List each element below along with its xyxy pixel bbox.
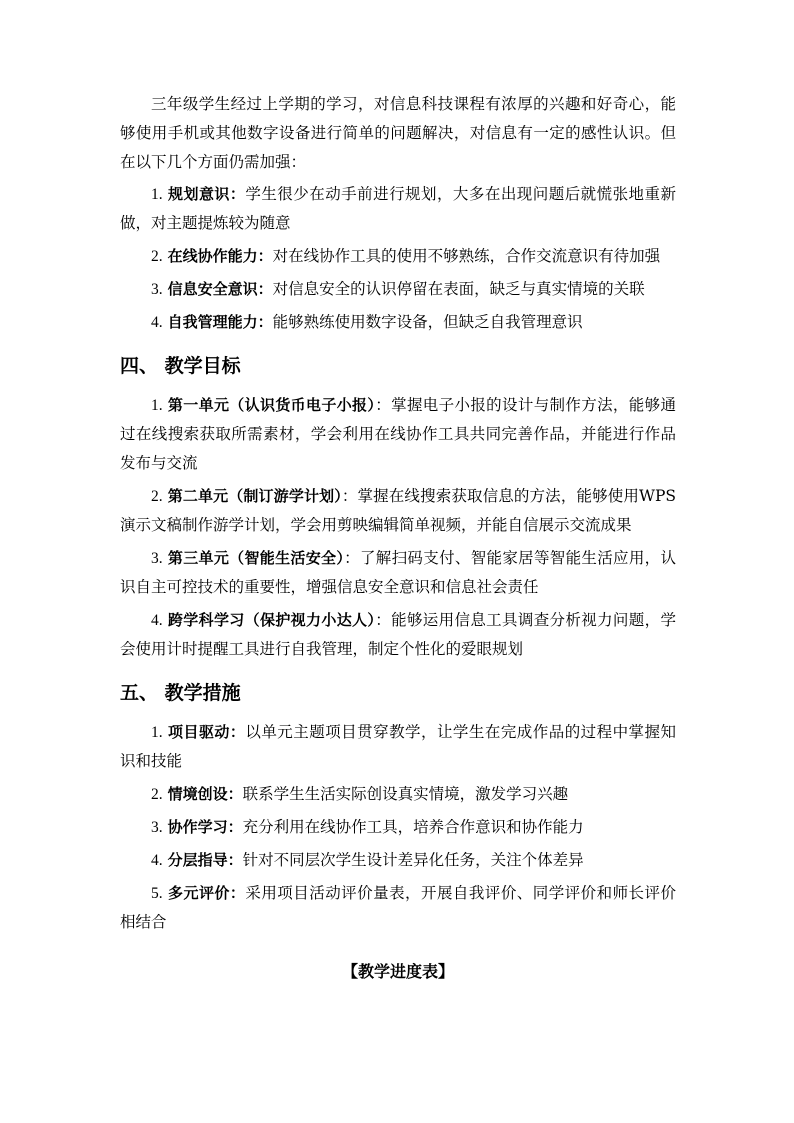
item-text: ：了解扫码支付、智能家居等智能生活应用，认识自主可控技术的重要性，增强信息安全意识和信息社会责任	[120, 549, 676, 596]
measure-item	[120, 813, 676, 842]
item-title: 第二单元（制订游学计划）	[167, 487, 342, 505]
measure-item	[120, 879, 676, 937]
item-number: 5.	[151, 885, 163, 902]
item-title: 跨学科学习（保护视力小达人）	[167, 611, 376, 629]
item-title: 信息安全意识：	[167, 280, 273, 298]
item-text: 联系学生生活实际创设真实情境，激发学习兴趣	[242, 785, 569, 803]
schedule-title: 【教学进度表】	[341, 962, 454, 981]
item-title: 第三单元（智能生活安全）	[167, 549, 345, 567]
item-title: 在线协作能力：	[167, 247, 273, 265]
item-number: 1.	[151, 186, 163, 203]
item-number: 4.	[151, 314, 163, 331]
item-title: 项目驱动：	[168, 723, 246, 741]
item-text: ：掌握在线搜索获取信息的方法，能够使用WPS演示文稿制作游学计划，学会用剪映编辑简单视频，并能自信展示交流成果	[120, 487, 676, 534]
intro-paragraph: 三年级学生经过上学期的学习，对信息科技课程有浓厚的兴趣和好奇心，能够使用手机或其他数字设备进行简单的问题解决，对信息有一定的感性认识。但在以下几个方面仍需加强：	[120, 95, 676, 171]
goal-item	[120, 544, 676, 602]
item-number: 1.	[151, 397, 163, 414]
goal-item	[120, 391, 676, 478]
goal-item	[120, 482, 676, 540]
measure-item	[120, 846, 676, 875]
document-content	[120, 90, 676, 986]
item-title: 多元评价：	[168, 884, 246, 902]
item-title: 自我管理能力：	[167, 313, 273, 331]
measure-item	[120, 718, 676, 776]
section-heading-measures: 五、 教学措施	[120, 682, 241, 704]
item-title: 情境创设：	[167, 785, 243, 803]
need-item	[120, 308, 676, 337]
need-item	[120, 275, 676, 304]
item-text: 对在线协作工具的使用不够熟练，合作交流意识有待加强	[272, 247, 661, 265]
section-heading-goals: 四、 教学目标	[120, 355, 241, 377]
item-number: 2.	[151, 488, 163, 505]
item-title: 协作学习：	[167, 818, 243, 836]
item-number: 3.	[151, 550, 163, 567]
measure-item	[120, 780, 676, 809]
item-number: 3.	[151, 819, 163, 836]
item-number: 2.	[151, 248, 163, 265]
item-number: 3.	[151, 281, 163, 298]
item-text: 能够熟练使用数字设备，但缺乏自我管理意识	[272, 313, 583, 331]
item-number: 4.	[151, 852, 163, 869]
item-text: 对信息安全的认识停留在表面，缺乏与真实情境的关联	[272, 280, 645, 298]
item-title: 第一单元（认识货币电子小报）	[167, 396, 376, 414]
need-item	[120, 180, 676, 238]
item-text: 充分利用在线协作工具，培养合作意识和协作能力	[242, 818, 584, 836]
goal-item	[120, 606, 676, 664]
need-item	[120, 242, 676, 271]
item-text: 针对不同层次学生设计差异化任务，关注个体差异	[242, 851, 584, 869]
item-text: 采用项目活动评价量表，开展自我评价、同学评价和师长评价相结合	[120, 884, 676, 931]
item-title: 分层指导：	[167, 851, 243, 869]
item-number: 4.	[151, 612, 163, 629]
item-text: 学生很少在动手前进行规划，大多在出现问题后就慌张地重新做，对主题提炼较为随意	[120, 185, 676, 232]
item-number: 2.	[151, 786, 163, 803]
item-text: ：能够运用信息工具调查分析视力问题，学会使用计时提醒工具进行自我管理，制定个性化的爱眼规划	[120, 611, 676, 658]
item-text: 以单元主题项目贯穿教学，让学生在完成作品的过程中掌握知识和技能	[120, 723, 676, 770]
item-title: 规划意识：	[168, 185, 246, 203]
item-text: ：掌握电子小报的设计与制作方法，能够通过在线搜索获取所需素材，学会利用在线协作工具共同完善作品，并能进行作品发布与交流	[120, 396, 676, 472]
item-number: 1.	[151, 724, 163, 741]
